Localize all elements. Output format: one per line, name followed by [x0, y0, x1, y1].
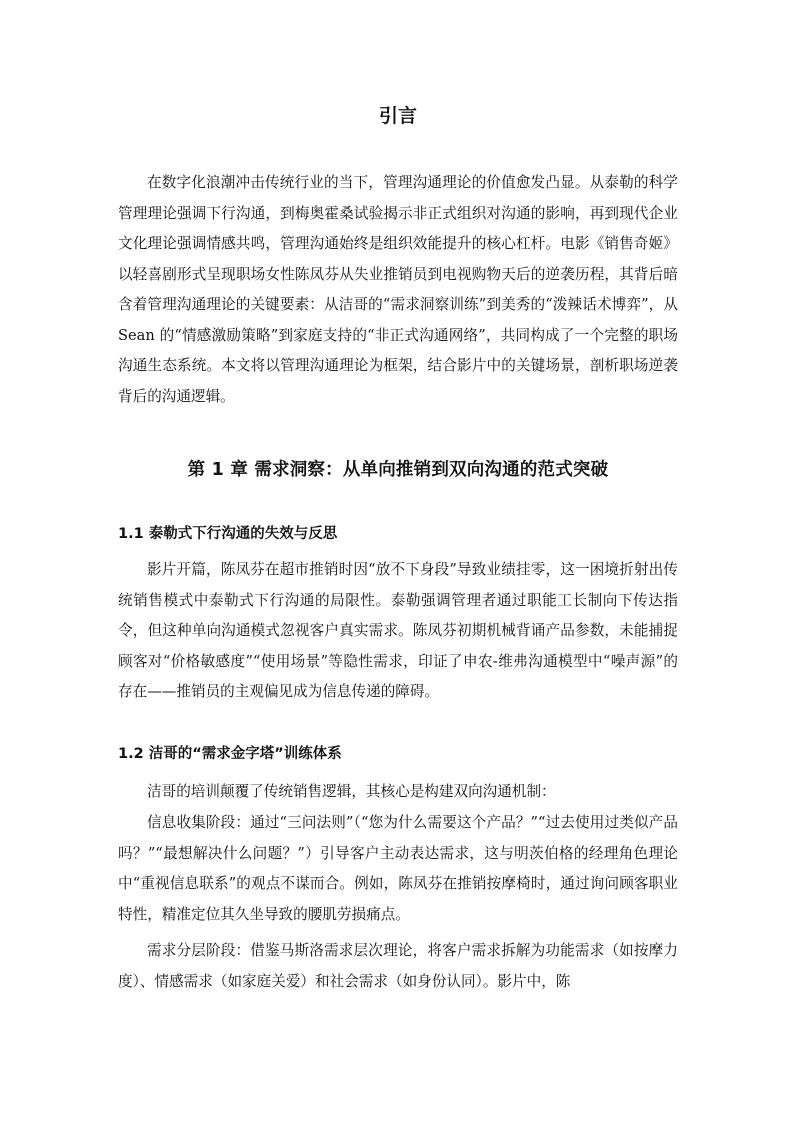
chapter-1-title: 第 1 章 需求洞察：从单向推销到双向沟通的范式突破: [187, 460, 609, 480]
section-1-1-title: 1.1 泰勒式下行沟通的失效与反思: [118, 526, 338, 542]
section-1-2-title: 1.2 洁哥的“需求金字塔”训练体系: [118, 746, 342, 762]
intro-title: 引言: [378, 105, 417, 127]
section-1-1-paragraph: 影片开篇，陈凤芬在超市推销时因“放不下身段”导致业绩挂零，这一困境折射出传统销售模式中泰勒式下行沟通的局限性。泰勒强调管理者通过职能工长制向下传达指令，但这种单向沟通模式忽视客户真实需求。陈凤芬初期机械背诵产品参数，未能捕捉顾客对“价格敏感度”“使用场景”等隐性需求，印证了申农-维弗沟通模型中“噪声源”的存在——推销员的主观偏见成为信息传递的障碍。: [118, 561, 678, 700]
section-1-2-paragraph-1: 洁哥的培训颠覆了传统销售逻辑，其核心是构建双向沟通机制：: [147, 783, 556, 800]
section-1-2-paragraph-2: 信息收集阶段：通过“三问法则”（“您为什么需要这个产品？”“过去使用过类似产品吗？”“最想解决什么问题？”）引导客户主动表达需求，这与明茨伯格的经理角色理论中“重视信息联系”的观点不谋而合。例如，陈凤芬在推销按摩椅时，通过询问顾客职业特性，精准定位其久坐导致的腰肌劳损痛点。: [118, 814, 678, 923]
intro-paragraph: 在数字化浪潮冲击传统行业的当下，管理沟通理论的价值愈发凸显。从泰勒的科学管理理论强调下行沟通，到梅奥霍桑试验揭示非正式组织对沟通的影响，再到现代企业文化理论强调情感共鸣，管理沟通始终是组织效能提升的核心杠杆。电影《销售奇姬》以轻喜剧形式呈现职场女性陈凤芬从失业推销员到电视购物天后的逆袭历程，其背后暗含着管理沟通理论的关键要素：从洁哥的“需求洞察训练”到美秀的“泼辣话术博弈”，从 Sean 的“情感激励策略”到家庭支持的“非正式沟通网络”，共同构成了一个完整的职场沟通生态系统。本文将以管理沟通理论为框架，结合影片中的关键场景，剖析职场逆袭背后的沟通逻辑。: [118, 174, 679, 405]
section-1-2-paragraph-3: 需求分层阶段：借鉴马斯洛需求层次理论，将客户需求拆解为功能需求（如按摩力度）、情感需求（如家庭关爱）和社会需求（如身份认同）。影片中，陈: [118, 942, 678, 990]
